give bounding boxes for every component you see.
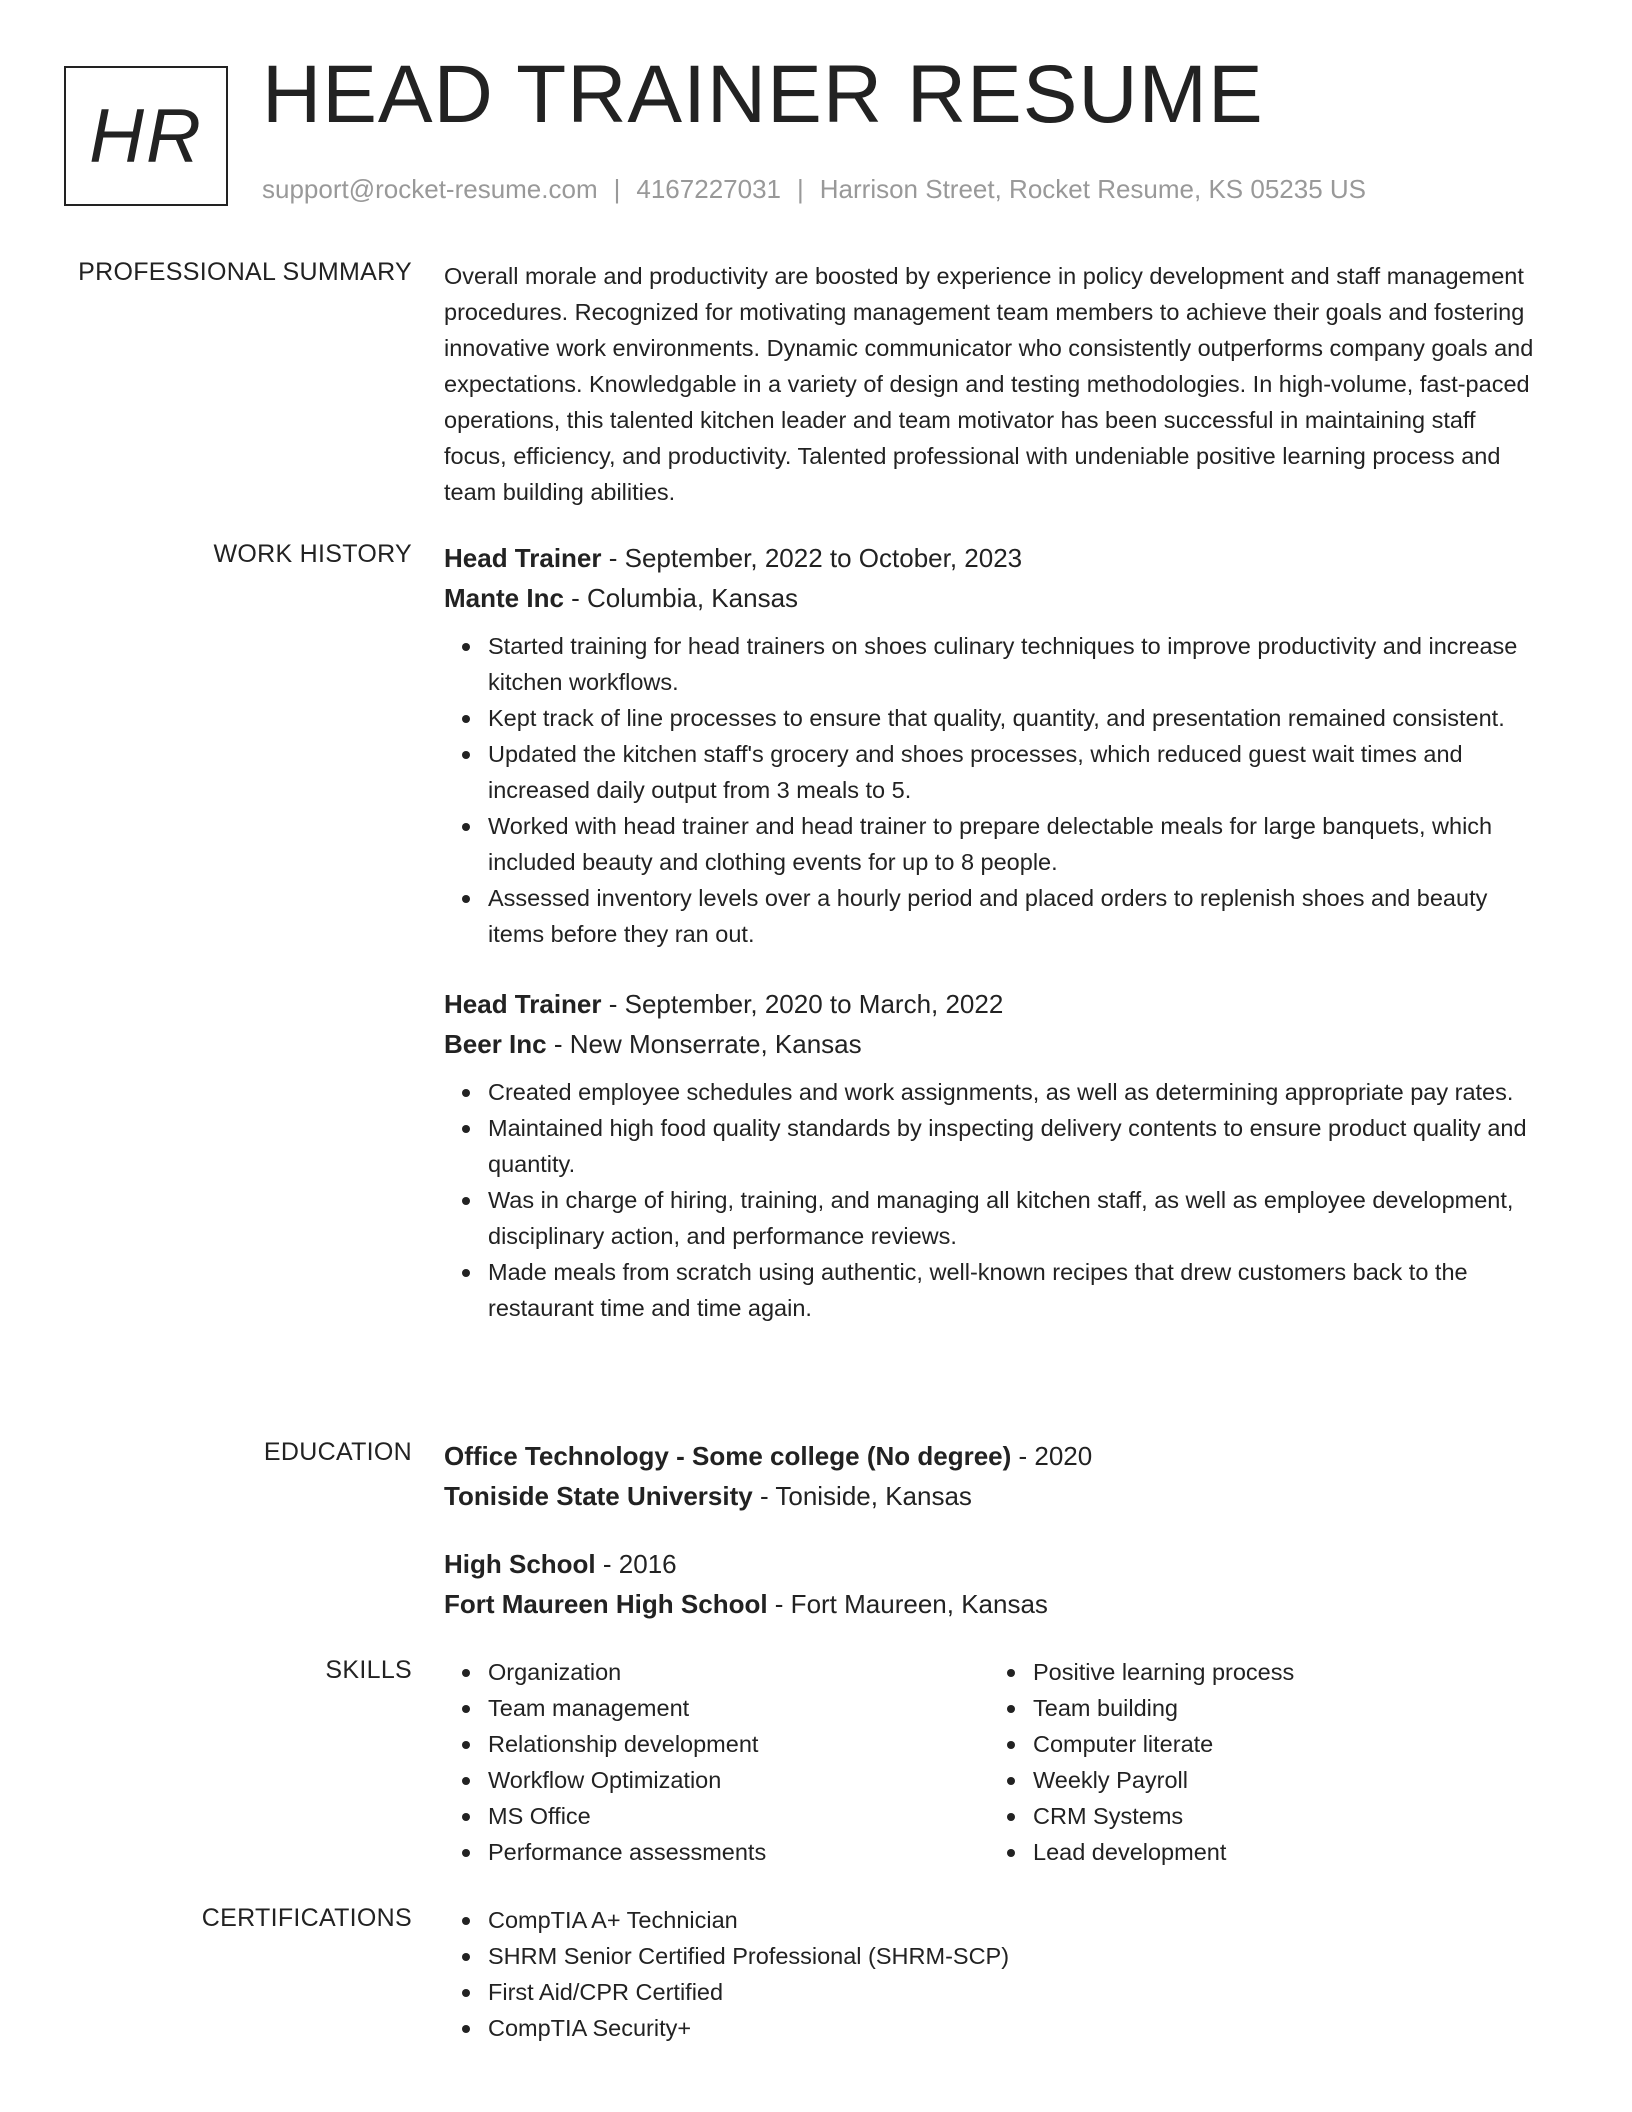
- degree: High School: [444, 1549, 596, 1579]
- job-company-line: [444, 1024, 1544, 1064]
- list-item: Workflow Optimization: [488, 1762, 989, 1798]
- job-title: Head Trainer: [444, 543, 602, 573]
- list-item: CompTIA A+ Technician: [488, 1902, 1544, 1938]
- monogram-logo: [64, 66, 228, 206]
- job-entry: [444, 538, 1544, 952]
- list-item: Weekly Payroll: [1033, 1762, 1534, 1798]
- skills-list-left: [444, 1654, 989, 1870]
- section-label-certifications: CERTIFICATIONS: [201, 1904, 412, 1932]
- job-bullet-list: [444, 628, 1544, 952]
- job-title: Head Trainer: [444, 989, 602, 1019]
- contact-address: Harrison Street, Rocket Resume, KS 05235 US: [819, 174, 1367, 204]
- contact-separator: |: [613, 174, 621, 204]
- contact-email[interactable]: support@rocket-resume.com: [262, 174, 598, 204]
- list-item: Positive learning process: [1033, 1654, 1534, 1690]
- list-item: Computer literate: [1033, 1726, 1534, 1762]
- job-location: - New Monserrate, Kansas: [546, 1029, 862, 1059]
- list-item: Team building: [1033, 1690, 1534, 1726]
- school-line: [444, 1584, 1544, 1624]
- school: Toniside State University: [444, 1481, 753, 1511]
- degree-year: - 2016: [595, 1549, 677, 1579]
- section-label-skills: SKILLS: [325, 1656, 412, 1684]
- skills-body: [444, 1654, 1544, 1870]
- job-company: Beer Inc: [444, 1029, 547, 1059]
- list-item: Created employee schedules and work assignments, as well as determining appropriate pay rates.: [488, 1074, 1544, 1110]
- section-label-summary: PROFESSIONAL SUMMARY: [78, 258, 412, 286]
- job-title-line: [444, 538, 1544, 578]
- degree: Office Technology - Some college (No degree): [444, 1441, 1012, 1471]
- skills-list-right: [989, 1654, 1534, 1870]
- list-item: Assessed inventory levels over a hourly period and placed orders to replenish shoes and beauty items before they ran out.: [488, 880, 1544, 952]
- list-item: Performance assessments: [488, 1834, 989, 1870]
- list-item: Lead development: [1033, 1834, 1534, 1870]
- summary-body: [444, 258, 1544, 510]
- list-item: Relationship development: [488, 1726, 989, 1762]
- list-item: Started training for head trainers on shoes culinary techniques to improve productivity and increase kitchen workflows.: [488, 628, 1544, 700]
- education-entry: [444, 1544, 1544, 1624]
- summary-text: Overall morale and productivity are boosted by experience in policy development and staff management procedures. Recognized for motivating management team members to achieve their goals and fostering innovative work environments. Dynamic communicator who consistently outperforms company goals and expectations. Knowledgable in a variety of design and testing methodologies. In high-volume, fast-paced operations, this talented kitchen leader and team motivator has been successful in maintaining staff focus, efficiency, and productivity. Talented professional with undeniable positive learning process and team building abilities.: [444, 263, 1534, 505]
- certifications-list: [444, 1902, 1544, 2046]
- section-label-work-history: WORK HISTORY: [213, 540, 412, 568]
- resume-title: HEAD TRAINER RESUME: [262, 49, 1264, 140]
- education-entry: [444, 1436, 1544, 1516]
- job-dates: - September, 2022 to October, 2023: [601, 543, 1023, 573]
- monogram-text: HR: [89, 93, 203, 179]
- job-location: - Columbia, Kansas: [563, 583, 799, 613]
- contact-phone[interactable]: 4167227031: [636, 174, 781, 204]
- list-item: Team management: [488, 1690, 989, 1726]
- work-history-body: [444, 538, 1544, 1326]
- section-label-education: EDUCATION: [263, 1438, 412, 1466]
- school: Fort Maureen High School: [444, 1589, 768, 1619]
- list-item: Worked with head trainer and head trainer to prepare delectable meals for large banquets, which included beauty and clothing events for up to 8 people.: [488, 808, 1544, 880]
- list-item: Updated the kitchen staff's grocery and shoes processes, which reduced guest wait times and increased daily output from 3 meals to 5.: [488, 736, 1544, 808]
- list-item: Organization: [488, 1654, 989, 1690]
- list-item: Was in charge of hiring, training, and managing all kitchen staff, as well as employee development, disciplinary action, and performance reviews.: [488, 1182, 1544, 1254]
- job-entry: [444, 984, 1544, 1326]
- list-item: Maintained high food quality standards by inspecting delivery contents to ensure product quality and quantity.: [488, 1110, 1544, 1182]
- list-item: CompTIA Security+: [488, 2010, 1544, 2046]
- school-location: - Fort Maureen, Kansas: [767, 1589, 1048, 1619]
- job-company-line: [444, 578, 1544, 618]
- job-title-line: [444, 984, 1544, 1024]
- list-item: MS Office: [488, 1798, 989, 1834]
- degree-year: - 2020: [1011, 1441, 1093, 1471]
- certifications-body: [444, 1902, 1544, 2046]
- job-company: Mante Inc: [444, 583, 564, 613]
- contact-line: [262, 174, 1366, 205]
- degree-line: [444, 1436, 1544, 1476]
- degree-line: [444, 1544, 1544, 1584]
- education-body: [444, 1436, 1544, 1624]
- list-item: First Aid/CPR Certified: [488, 1974, 1544, 2010]
- list-item: CRM Systems: [1033, 1798, 1534, 1834]
- list-item: Made meals from scratch using authentic, well-known recipes that drew customers back to the restaurant time and time again.: [488, 1254, 1544, 1326]
- school-line: [444, 1476, 1544, 1516]
- school-location: - Toniside, Kansas: [752, 1481, 972, 1511]
- contact-separator: |: [797, 174, 804, 204]
- job-dates: - September, 2020 to March, 2022: [601, 989, 1004, 1019]
- list-item: Kept track of line processes to ensure that quality, quantity, and presentation remained consistent.: [488, 700, 1544, 736]
- list-item: SHRM Senior Certified Professional (SHRM-SCP): [488, 1938, 1544, 1974]
- job-bullet-list: [444, 1074, 1544, 1326]
- skills-grid: [444, 1654, 1544, 1870]
